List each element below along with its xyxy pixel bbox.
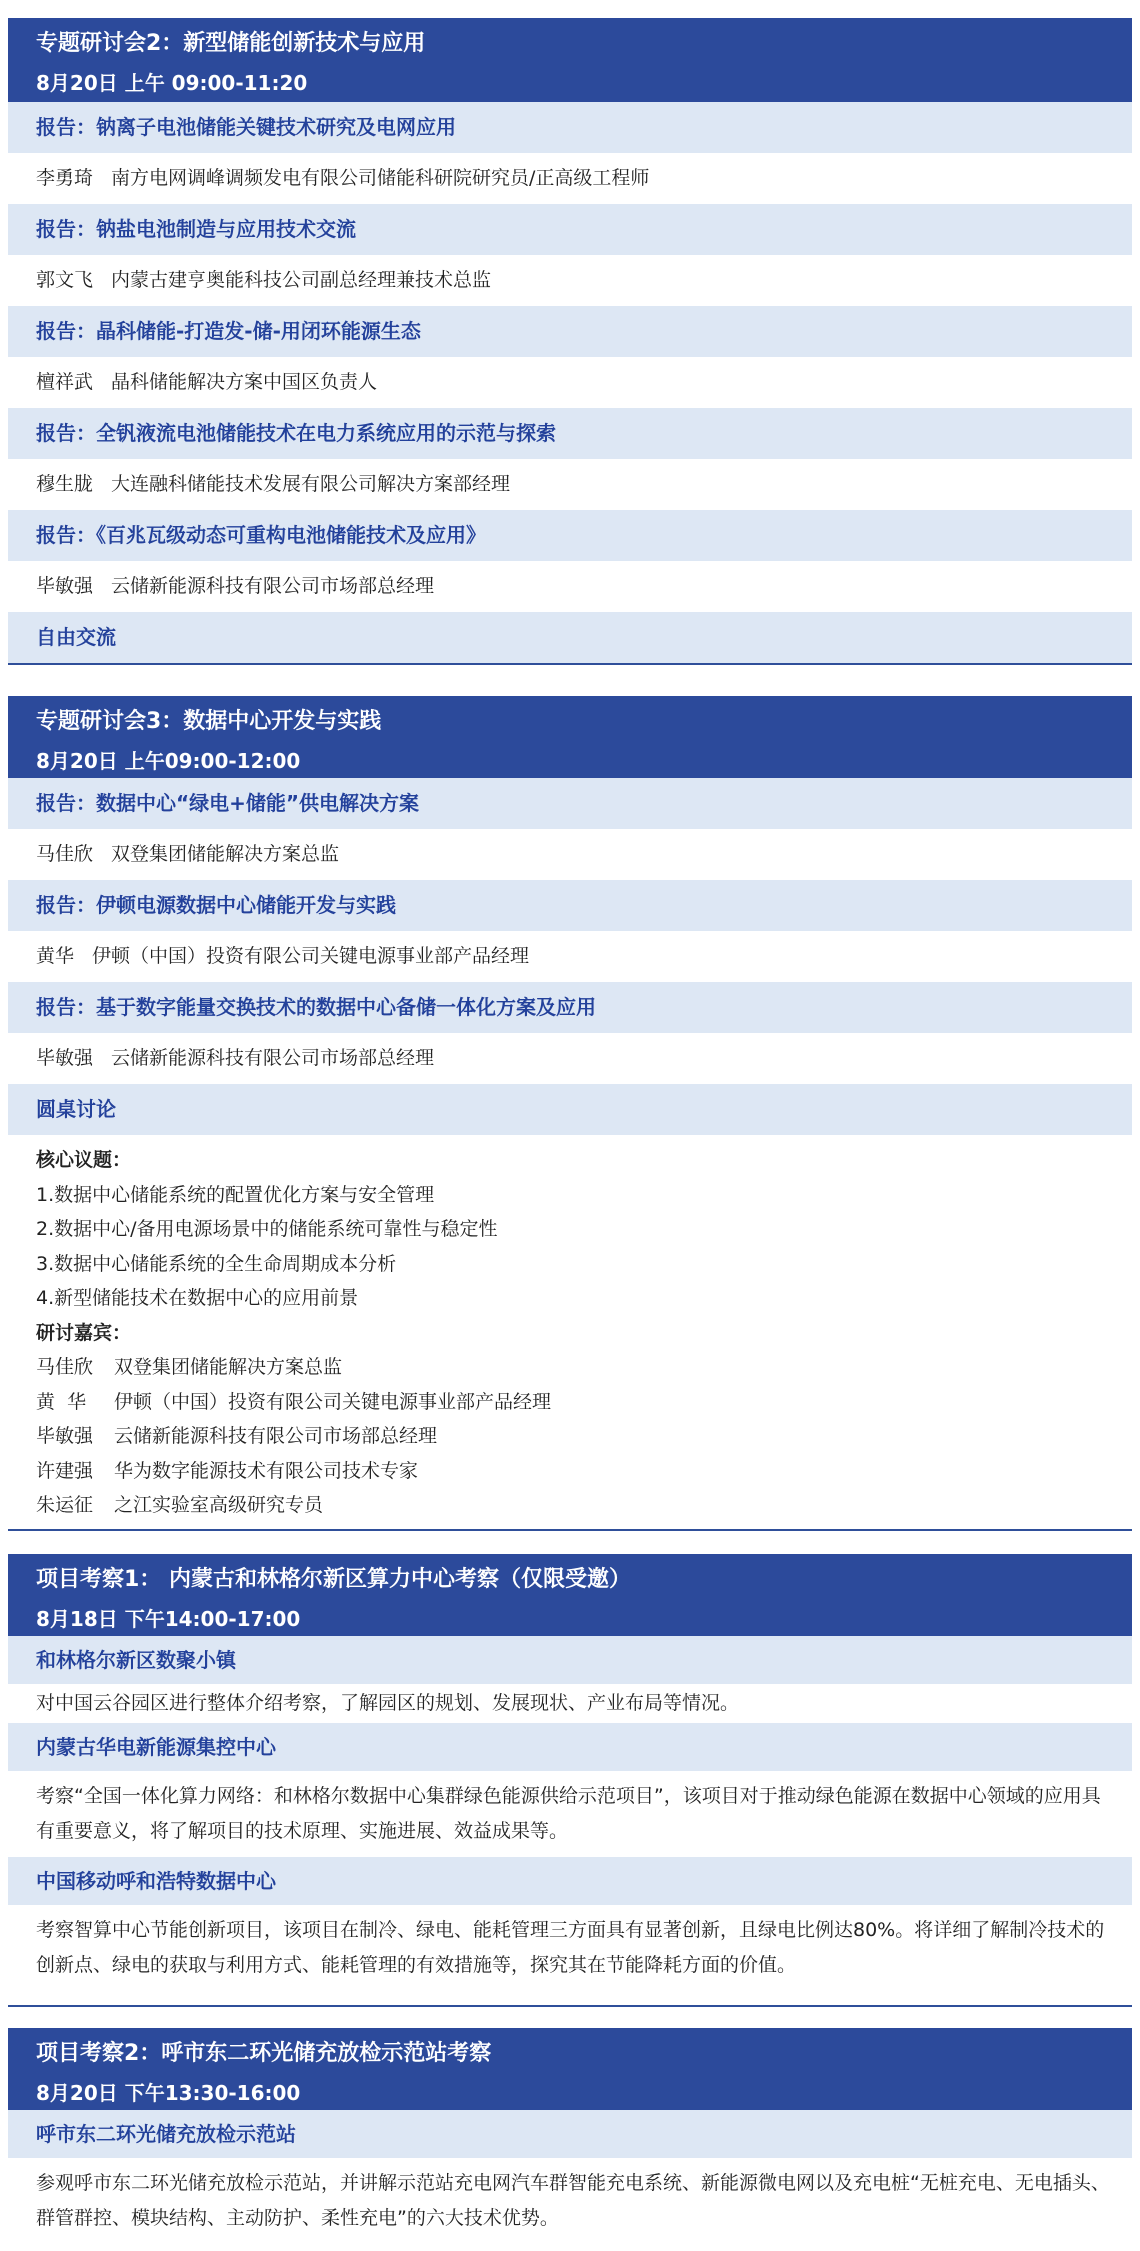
topics-label: 核心议题： bbox=[36, 1149, 132, 1171]
speaker-name: 檀祥武 bbox=[36, 371, 94, 393]
speaker-name: 毕敏强 bbox=[36, 575, 94, 597]
visit-site-desc: 参观呼市东二环光储充放检示范站，并讲解示范站充电网汽车群智能充电系统、新能源微电网以及充电桩“无桩充电、无电插头、群管群控、模块结构、主动防护、柔性充电”的六大技术优势。 bbox=[8, 2158, 1132, 2244]
guest-item bbox=[36, 1385, 1132, 1420]
speaker-row bbox=[8, 931, 1132, 982]
speaker-name: 毕敏强 bbox=[36, 1047, 94, 1069]
visit2-header bbox=[8, 2028, 1132, 2110]
visit-site-desc: 对中国云谷园区进行整体介绍考察，了解园区的规划、发展现状、产业布局等情况。 bbox=[8, 1684, 1132, 1723]
report-title: 报告：伊顿电源数据中心储能开发与实践 bbox=[8, 880, 1132, 931]
visit-site-title: 中国移动呼和浩特数据中心 bbox=[8, 1857, 1132, 1905]
seminar3-section bbox=[8, 696, 1132, 1531]
seminar3-title: 专题研讨会3：数据中心开发与实践 bbox=[36, 709, 382, 734]
visit-site-title: 内蒙古华电新能源集控中心 bbox=[8, 1723, 1132, 1771]
speaker-name: 马佳欣 bbox=[36, 843, 94, 865]
seminar3-time: 8月20日 上午09:00-12:00 bbox=[36, 749, 301, 773]
topic-item: 2.数据中心/备用电源场景中的储能系统可靠性与稳定性 bbox=[36, 1218, 498, 1240]
speaker-row bbox=[8, 1033, 1132, 1084]
roundtable-block bbox=[8, 1135, 1132, 1529]
report-title: 报告：钠离子电池储能关键技术研究及电网应用 bbox=[8, 102, 1132, 153]
visit1-section bbox=[8, 1554, 1132, 2007]
visit1-time: 8月18日 下午14:00-17:00 bbox=[36, 1607, 301, 1631]
speaker-row bbox=[8, 357, 1132, 408]
guest-org: 伊顿（中国）投资有限公司关键电源事业部产品经理 bbox=[114, 1390, 552, 1413]
visit-site-desc: 考察“全国一体化算力网络：和林格尔数据中心集群绿色能源供给示范项目”，该项目对于推动绿色能源在数据中心领域的应用具有重要意义，将了解项目的技术原理、实施进展、效益成果等。 bbox=[8, 1771, 1132, 1857]
guest-org: 华为数字能源技术有限公司技术专家 bbox=[114, 1459, 419, 1482]
speaker-org: 大连融科储能技术发展有限公司解决方案部经理 bbox=[111, 473, 511, 495]
report-title: 报告：基于数字能量交换技术的数据中心备储一体化方案及应用 bbox=[8, 982, 1132, 1033]
speaker-org: 南方电网调峰调频发电有限公司储能科研院研究员/正高级工程师 bbox=[111, 167, 650, 189]
guest-item bbox=[36, 1350, 1132, 1385]
speaker-row bbox=[8, 459, 1132, 510]
speaker-row bbox=[8, 561, 1132, 612]
guest-item bbox=[36, 1454, 1132, 1489]
report-title: 报告：《百兆瓦级动态可重构电池储能技术及应用》 bbox=[8, 510, 1132, 561]
guest-name: 毕敏强 bbox=[36, 1425, 94, 1447]
free-exchange: 自由交流 bbox=[8, 612, 1132, 663]
roundtable-title: 圆桌讨论 bbox=[8, 1084, 1132, 1135]
visit-site-desc: 考察智算中心节能创新项目，该项目在制冷、绿电、能耗管理三方面具有显著创新，且绿电比例达80%。将详细了解制冷技术的创新点、绿电的获取与利用方式、能耗管理的有效措施等，探究其在节能降耗方面的价值。 bbox=[8, 1905, 1132, 2005]
seminar2-title: 专题研讨会2：新型储能创新技术与应用 bbox=[36, 31, 426, 56]
topic-item: 3.数据中心储能系统的全生命周期成本分析 bbox=[36, 1252, 397, 1275]
seminar3-header bbox=[8, 696, 1132, 778]
guest-name: 朱运征 bbox=[36, 1494, 94, 1516]
visit2-title: 项目考察2：呼市东二环光储充放检示范站考察 bbox=[36, 2041, 492, 2066]
guest-name: 马佳欣 bbox=[36, 1356, 94, 1378]
visit-site-title: 和林格尔新区数聚小镇 bbox=[8, 1636, 1132, 1684]
seminar2-section bbox=[8, 18, 1132, 665]
seminar2-time: 8月20日 上午 09:00-11:20 bbox=[36, 71, 308, 95]
visit-site-title: 呼市东二环光储充放检示范站 bbox=[8, 2110, 1132, 2158]
topic-item: 4.新型储能技术在数据中心的应用前景 bbox=[36, 1287, 359, 1309]
speaker-row bbox=[8, 153, 1132, 204]
guest-name: 许建强 bbox=[36, 1459, 94, 1482]
guest-name: 黄 华 bbox=[36, 1390, 87, 1413]
visit1-header bbox=[8, 1554, 1132, 1636]
guest-item bbox=[36, 1488, 1132, 1523]
speaker-org: 双登集团储能解决方案总监 bbox=[111, 843, 340, 865]
report-title: 报告：钠盐电池制造与应用技术交流 bbox=[8, 204, 1132, 255]
report-title: 报告：数据中心“绿电+储能”供电解决方案 bbox=[8, 778, 1132, 829]
speaker-org: 伊顿（中国）投资有限公司关键电源事业部产品经理 bbox=[92, 945, 530, 967]
speaker-name: 郭文飞 bbox=[36, 269, 94, 291]
speaker-name: 黄华 bbox=[36, 945, 75, 967]
guest-item bbox=[36, 1419, 1132, 1454]
speaker-org: 内蒙古建亨奥能科技公司副总经理兼技术总监 bbox=[111, 269, 492, 291]
speaker-org: 云储新能源科技有限公司市场部总经理 bbox=[111, 575, 435, 597]
speaker-name: 李勇琦 bbox=[36, 167, 94, 189]
guest-org: 云储新能源科技有限公司市场部总经理 bbox=[114, 1425, 438, 1447]
speaker-name: 穆生胧 bbox=[36, 473, 94, 495]
visit2-section bbox=[8, 2028, 1132, 2244]
speaker-org: 云储新能源科技有限公司市场部总经理 bbox=[111, 1047, 435, 1069]
visit1-title: 项目考察1： 内蒙古和林格尔新区算力中心考察（仅限受邀） bbox=[36, 1567, 631, 1592]
seminar2-header bbox=[8, 18, 1132, 102]
report-title: 报告：晶科储能-打造发-储-用闭环能源生态 bbox=[8, 306, 1132, 357]
speaker-org: 晶科储能解决方案中国区负责人 bbox=[111, 371, 378, 393]
guest-org: 之江实验室高级研究专员 bbox=[114, 1494, 324, 1516]
visit2-time: 8月20日 下午13:30-16:00 bbox=[36, 2081, 301, 2105]
speaker-row bbox=[8, 829, 1132, 880]
report-title: 报告：全钒液流电池储能技术在电力系统应用的示范与探索 bbox=[8, 408, 1132, 459]
speaker-row bbox=[8, 255, 1132, 306]
guests-label: 研讨嘉宾： bbox=[36, 1321, 132, 1344]
topic-item: 1.数据中心储能系统的配置优化方案与安全管理 bbox=[36, 1183, 435, 1206]
guest-org: 双登集团储能解决方案总监 bbox=[114, 1356, 343, 1378]
